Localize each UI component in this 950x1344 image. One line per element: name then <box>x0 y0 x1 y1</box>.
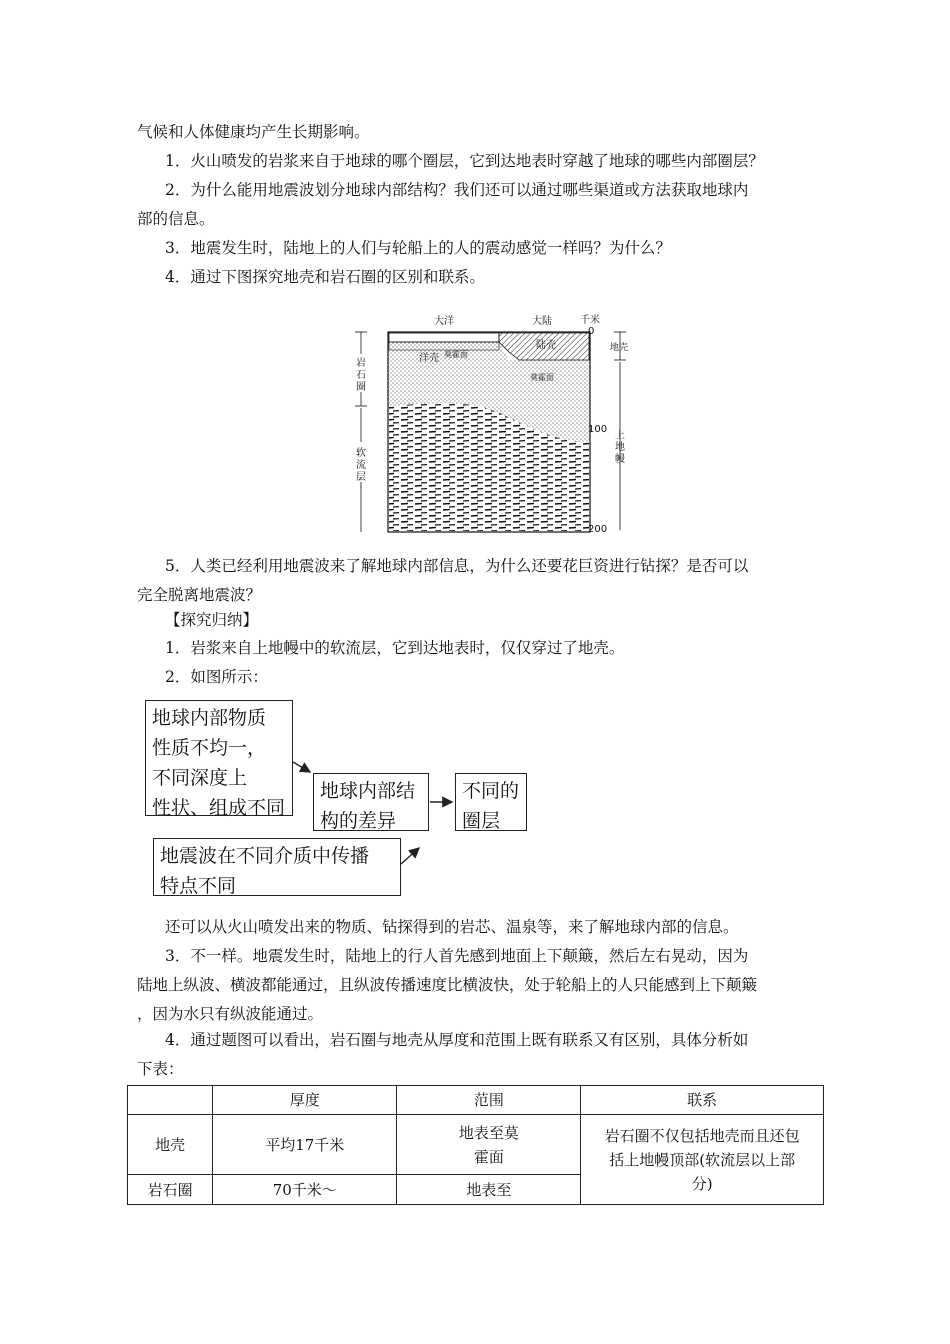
table-header-blank <box>128 1086 213 1115</box>
row-name: 岩石圈 <box>128 1175 213 1205</box>
table-header-thickness: 厚度 <box>213 1086 397 1115</box>
crust-lithosphere-diagram <box>344 310 634 538</box>
answer-1: 1．岩浆来自上地幔中的软流层，它到达地表时，仅仅穿过了地壳。 <box>165 639 625 657</box>
question-2-cont: 部的信息。 <box>137 210 215 228</box>
flow-box-layers: 不同的 圈层 <box>455 773 527 831</box>
answer-3: 3．不一样。地震发生时，陆地上的行人首先感到地面上下颠簸，然后左右晃动，因为 <box>165 947 749 965</box>
label-continent: 大陆 <box>532 316 552 327</box>
answer-3-cont-2: ，因为水只有纵波能通过。 <box>137 1005 324 1023</box>
label-moho-1: 莫霍面 <box>444 350 468 359</box>
paragraph: 气候和人体健康均产生长期影响。 <box>137 123 370 141</box>
label-lithosphere-2: 石 <box>356 370 366 381</box>
table-header-range: 范围 <box>397 1086 581 1115</box>
row-name: 地壳 <box>128 1115 213 1175</box>
arrow-seismic-to-structure <box>401 848 419 864</box>
comparison-table <box>127 1085 824 1205</box>
summary-heading: 【探究归纳】 <box>165 611 259 629</box>
label-upper-mantle-2: 地 <box>615 442 625 453</box>
label-moho-2: 莫霍面 <box>530 373 554 382</box>
answer-2-extra: 还可以从火山喷发出来的物质、钻探得到的岩芯、温泉等，来了解地球内部的信息。 <box>165 918 739 936</box>
question-1: 1．火山喷发的岩浆来自于地球的哪个圈层，它到达地表时穿越了地球的哪些内部圈层？ <box>165 152 764 170</box>
label-asthenosphere-3: 层 <box>356 472 366 483</box>
tick-100: 100 <box>588 424 608 435</box>
label-crust: 地壳 <box>610 343 629 353</box>
answer-4-cont: 下表： <box>137 1060 184 1078</box>
label-asthenosphere-1: 软 <box>356 448 366 459</box>
answer-2: 2．如图所示： <box>165 668 268 686</box>
question-5: 5．人类已经利用地震波来了解地球内部信息，为什么还要花巨资进行钻探？是否可以 <box>165 557 749 575</box>
question-4: 4．通过下图探究地壳和岩石圈的区别和联系。 <box>165 268 485 286</box>
question-3: 3．地震发生时，陆地上的人们与轮船上的人的震动感觉一样吗？为什么？ <box>165 239 671 257</box>
row-thickness: 70千米～ <box>213 1175 397 1205</box>
table-row <box>128 1115 824 1175</box>
label-ocean-crust: 洋壳 <box>419 353 439 364</box>
flow-box-seismic: 地震波在不同介质中传播 特点不同 <box>153 838 401 896</box>
question-2: 2．为什么能用地震波划分地球内部结构？我们还可以通过哪些渠道或方法获取地球内 <box>165 181 749 199</box>
row-thickness: 平均17千米 <box>213 1115 397 1175</box>
flow-box-material: 地球内部物质 性质不均一， 不同深度上 性状、组成不同 <box>145 700 293 816</box>
label-lithosphere-1: 岩 <box>356 358 366 369</box>
flow-box-structure: 地球内部结 构的差异 <box>313 773 429 831</box>
label-asthenosphere-2: 流 <box>356 460 366 471</box>
answer-3-cont-1: 陆地上纵波、横波都能通过，且纵波传播速度比横波快，处于轮船上的人只能感到上下颠簸 <box>137 976 758 994</box>
label-upper-mantle-3: 幔 <box>615 454 625 465</box>
tick-200: 200 <box>588 524 608 535</box>
label-upper-mantle-1: 上 <box>615 430 625 441</box>
row-range: 地表至 <box>397 1175 581 1205</box>
row-range: 地表至莫 霍面 <box>397 1115 581 1175</box>
table-header-relation: 联系 <box>581 1086 824 1115</box>
relation-cell: 岩石圈不仅包括地壳而且还包 括上地幔顶部(软流层以上部 分) <box>581 1115 824 1205</box>
answer-4: 4．通过题图可以看出，岩石圈与地壳从厚度和范围上既有联系又有区别，具体分析如 <box>165 1031 749 1049</box>
label-ocean: 大洋 <box>434 316 454 327</box>
question-5-cont: 完全脱离地震波？ <box>137 586 262 604</box>
label-lithosphere-3: 圈 <box>356 382 366 393</box>
label-continental-crust: 陆壳 <box>536 340 556 351</box>
arrow-material-to-structure <box>293 762 310 772</box>
tick-0: 0 <box>588 326 595 337</box>
label-unit: 千米 <box>580 315 600 326</box>
